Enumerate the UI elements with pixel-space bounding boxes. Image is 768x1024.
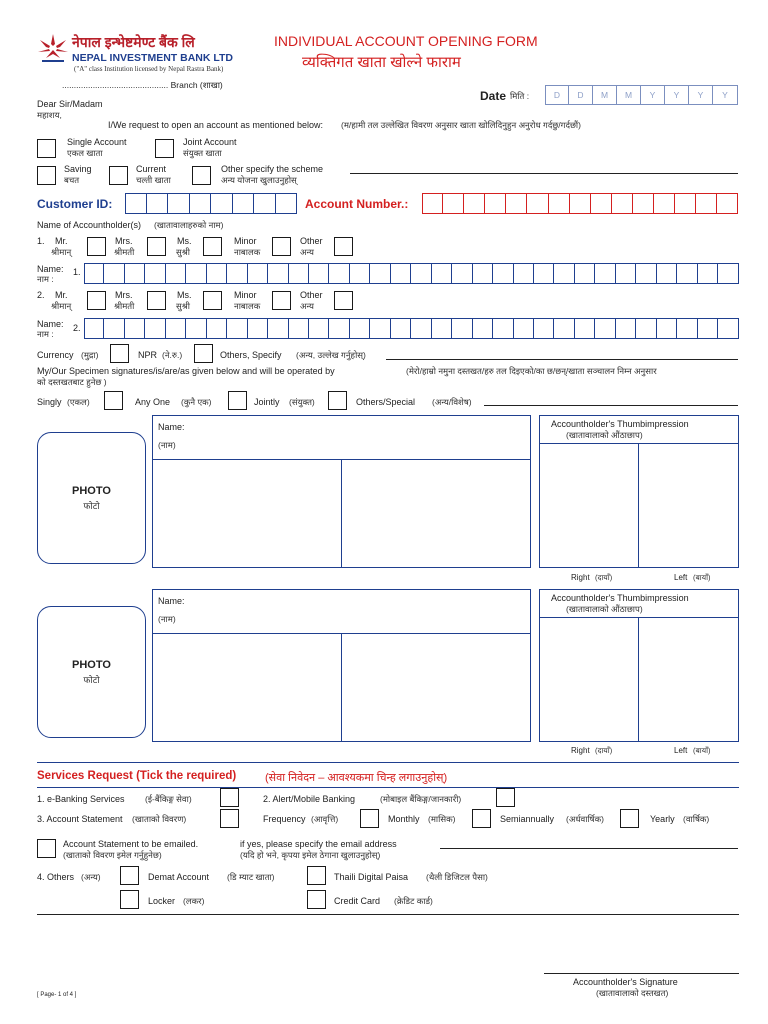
request-text: I/We request to open an account as mentioned below: [108, 120, 323, 130]
date-cell-y2: Y [665, 85, 689, 105]
holder1-mr-label-np: श्रीमान् [51, 247, 72, 257]
holder2-number: 2. [37, 290, 45, 300]
thumb-title-np-2: (खातावालाको औंठाछाप) [566, 604, 643, 614]
credit-card-checkbox[interactable] [307, 890, 326, 909]
date-cell-y1: Y [641, 85, 665, 105]
email-address-input[interactable] [440, 848, 738, 849]
current-checkbox[interactable] [109, 166, 128, 185]
alert-label-np: (मोबाइल बैंकिङ्ग/जानकारी) [380, 794, 462, 804]
monthly-checkbox[interactable] [472, 809, 491, 828]
holder1-mr-label: Mr. [55, 236, 68, 246]
signature-name-label-np-2: (नाम) [158, 614, 176, 624]
single-account-checkbox[interactable] [37, 139, 56, 158]
email-if-label-np: (यदि हो भने, कृपया इमेल ठेगाना खुलाउनुहोस्) [240, 850, 381, 860]
ebanking-checkbox[interactable] [220, 788, 239, 807]
holder1-number: 1. [37, 236, 45, 246]
holder2-other-label-np: अन्य [300, 301, 314, 311]
thumb-divider-v-1 [638, 443, 639, 568]
thumb-divider-h-2 [539, 617, 739, 618]
singly-checkbox[interactable] [104, 391, 123, 410]
thumb-right-label-np-2: (दायाँ) [595, 746, 613, 755]
saving-checkbox[interactable] [37, 166, 56, 185]
semiannually-label: Semiannually [500, 814, 555, 824]
other-scheme-label: Other specify the scheme [221, 164, 324, 174]
semiannually-label-np: (अर्धवार्षिक) [566, 814, 604, 824]
holder2-ms-label-np: सुश्री [176, 301, 190, 311]
single-account-label-np: एकल खाता [67, 148, 103, 158]
date-label: Date [480, 89, 507, 103]
holder2-mrs-label-np: श्रीमती [114, 301, 135, 311]
frequency-label-np: (आवृत्ति) [311, 814, 339, 824]
credit-card-label: Credit Card [334, 896, 381, 906]
holder1-mrs-label-np: श्रीमती [114, 247, 135, 257]
jointly-label: Jointly [254, 397, 280, 407]
frequency-label: Frequency [263, 814, 306, 824]
currency-others-label: Others, Specify [220, 350, 282, 360]
thumb-left-label-1: Left [674, 573, 688, 582]
joint-account-checkbox[interactable] [155, 139, 174, 158]
holder1-ms-label: Ms. [177, 236, 192, 246]
statement-label: 3. Account Statement [37, 814, 123, 824]
holder1-other-label-np: अन्य [300, 247, 314, 257]
singly-label: Singly [37, 397, 62, 407]
locker-checkbox[interactable] [120, 890, 139, 909]
thumb-divider-h-1 [539, 443, 739, 444]
services-title-np: (सेवा निवेदन – आवश्यकमा चिन्ह लगाउनुहोस्) [265, 772, 448, 784]
date-cell-m2: M [617, 85, 641, 105]
date-cell-y3: Y [689, 85, 713, 105]
signature-divider-v-1 [341, 459, 342, 568]
holder2-ms-label: Ms. [177, 290, 192, 300]
salutation-en: Dear Sir/Madam [37, 99, 103, 109]
holder2-other-checkbox[interactable] [334, 291, 353, 310]
currency-others-checkbox[interactable] [194, 344, 213, 363]
page-number: [ Page- 1 of 4 ] [37, 992, 77, 998]
thumb-divider-v-2 [638, 617, 639, 742]
email-if-label: if yes, please specify the email address [240, 839, 397, 849]
date-cell-y4: Y [713, 85, 738, 105]
single-account-label: Single Account [67, 137, 127, 147]
other-scheme-checkbox[interactable] [192, 166, 211, 185]
holder1-minor-label: Minor [234, 236, 257, 246]
email-statement-label-np: (खाताको विवरण इमेल गर्नुहुनेछ) [63, 850, 162, 860]
others-special-label-np: (अन्य/विशेष) [432, 397, 472, 407]
demat-checkbox[interactable] [120, 866, 139, 885]
holders-heading: Name of Accountholder(s) [37, 220, 142, 230]
currency-npr-label: NPR [138, 350, 158, 360]
thaili-label-np: (थैली डिजिटल पैसा) [426, 872, 488, 882]
salutation-np: महाशय, [37, 110, 62, 120]
holder2-mr-checkbox[interactable] [87, 291, 106, 310]
thaili-label: Thaili Digital Paisa [334, 872, 409, 882]
date-cell-d2: D [569, 85, 593, 105]
holder1-name-index: 1. [73, 267, 81, 277]
holder1-ms-checkbox[interactable] [203, 237, 222, 256]
signature-name-label-1: Name: [158, 422, 185, 432]
date-cell-d1: D [545, 85, 569, 105]
holder1-ms-label-np: सुश्री [176, 247, 190, 257]
thumb-right-label-1: Right [571, 573, 590, 582]
statement-label-np: (खाताको विवरण) [132, 814, 187, 824]
thumb-left-label-np-2: (बायाँ) [693, 746, 711, 755]
any-one-label: Any One [135, 397, 171, 407]
holder1-minor-checkbox[interactable] [272, 237, 291, 256]
thumb-right-label-2: Right [571, 746, 590, 755]
account-number-label: Account Number.: [305, 197, 409, 211]
holder2-name-input[interactable] [84, 318, 739, 339]
thumb-right-label-np-1: (दायाँ) [595, 573, 613, 582]
semiannually-checkbox[interactable] [620, 809, 639, 828]
form-title-en: INDIVIDUAL ACCOUNT OPENING FORM [274, 33, 538, 49]
services-bottom-rule [37, 787, 739, 788]
others-special-label: Others/Special [356, 397, 416, 407]
bank-name-en: NEPAL INVESTMENT BANK LTD [72, 52, 234, 64]
jointly-label-np: (संयुक्त) [289, 397, 315, 407]
thumb-title-2: Accountholder's Thumbimpression [551, 593, 689, 603]
signature-line[interactable] [544, 973, 739, 974]
other-scheme-input[interactable] [350, 173, 738, 174]
ebanking-label: 1. e-Banking Services [37, 794, 125, 804]
holder2-mr-label: Mr. [55, 290, 68, 300]
holder1-name-label: Name: [37, 264, 64, 274]
yearly-label-np: (वार्षिक) [683, 814, 710, 824]
services-end-rule [37, 914, 739, 915]
operation-text: My/Our Specimen signatures/is/are/as given below and will be operated by [37, 366, 335, 376]
any-one-label-np: (कुनै एक) [181, 397, 212, 407]
holders-heading-np: (खातावालाहरुको नाम) [154, 220, 224, 230]
photo-box-2[interactable] [37, 606, 146, 738]
signature-name-label-np-1: (नाम) [158, 440, 176, 450]
photo-label-1: PHOTO [72, 484, 111, 497]
alert-checkbox[interactable] [496, 788, 515, 807]
form-title-np: व्यक्तिगत खाता खोल्ने फाराम [302, 54, 461, 71]
bank-logo [36, 32, 70, 64]
currency-npr-label-np: (ने.रु.) [162, 350, 183, 360]
thumb-title-np-1: (खातावालाको औंठाछाप) [566, 430, 643, 440]
joint-account-label-np: संयुक्त खाता [183, 148, 222, 158]
date-cell-m1: M [593, 85, 617, 105]
joint-account-label: Joint Account [183, 137, 237, 147]
frequency-checkbox[interactable] [360, 809, 379, 828]
date-input[interactable] [545, 85, 738, 105]
current-label: Current [136, 164, 167, 174]
email-statement-label: Account Statement to be emailed. [63, 839, 199, 849]
photo-label-np-2: फोटो [83, 674, 100, 685]
others-label-np: (अन्य) [81, 872, 101, 882]
branch-field[interactable]: ............................................. Branch (शाखा) [62, 80, 223, 90]
date-label-np: मिति : [510, 91, 530, 101]
services-title: Services Request (Tick the required) [37, 770, 237, 782]
holder1-other-checkbox[interactable] [334, 237, 353, 256]
currency-others-input[interactable] [386, 359, 738, 360]
jointly-checkbox[interactable] [328, 391, 347, 410]
holder2-name-label-np: नाम : [37, 329, 54, 339]
photo-label-np-1: फोटो [83, 500, 100, 511]
currency-others-label-np: (अन्य, उल्लेख गर्नुहोस्) [296, 350, 366, 360]
signature-divider-v-2 [341, 633, 342, 742]
currency-label-np: (मुद्रा) [81, 350, 99, 360]
customer-id-label: Customer ID: [37, 197, 113, 211]
photo-label-2: PHOTO [72, 658, 111, 671]
signature-name-label-2: Name: [158, 596, 185, 606]
license-note: ("A" class Institution licensed by Nepal Rastra Bank) [74, 65, 224, 73]
others-special-input[interactable] [484, 405, 738, 406]
photo-box-1[interactable] [37, 432, 146, 564]
signature-label-np: (खातावालाको दस्तखत) [596, 988, 669, 998]
holder2-name-index: 2. [73, 323, 81, 333]
demat-label-np: (डि म्याट खाता) [227, 872, 275, 882]
holder1-mrs-checkbox[interactable] [147, 237, 166, 256]
monthly-label: Monthly [388, 814, 420, 824]
holder1-mrs-label: Mrs. [115, 236, 133, 246]
locker-label: Locker [148, 896, 176, 906]
credit-card-label-np: (क्रेडिट कार्ड) [394, 896, 433, 906]
request-text-np: (म/हामी तल उल्लेखित विवरण अनुसार खाता खोलिदिनुहुन अनुरोध गर्दछु/गर्दछौं) [341, 120, 581, 130]
customer-id-input[interactable] [125, 193, 297, 214]
thumb-left-label-np-1: (बायाँ) [693, 573, 711, 582]
monthly-label-np: (मासिक) [428, 814, 456, 824]
yearly-label: Yearly [650, 814, 675, 824]
holder2-minor-label-np: नाबालक [234, 301, 261, 311]
other-scheme-label-np: अन्य योजना खुलाउनुहोस् [221, 175, 297, 185]
alert-label: 2. Alert/Mobile Banking [263, 794, 356, 804]
bank-name-np: नेपाल इन्भेष्टमेण्ट बैंक लि [72, 34, 195, 50]
thaili-checkbox[interactable] [307, 866, 326, 885]
signature-label: Accountholder's Signature [573, 977, 678, 987]
thumb-title-1: Accountholder's Thumbimpression [551, 419, 689, 429]
holder2-minor-label: Minor [234, 290, 257, 300]
singly-label-np: (एकल) [67, 397, 90, 407]
holder1-name-label-np: नाम : [37, 274, 54, 284]
locker-label-np: (लकर) [183, 896, 205, 906]
holder1-mr-checkbox[interactable] [87, 237, 106, 256]
currency-npr-checkbox[interactable] [110, 344, 129, 363]
demat-label: Demat Account [148, 872, 210, 882]
currency-label: Currency [37, 350, 74, 360]
thumb-left-label-2: Left [674, 746, 688, 755]
operation-text-np-2: को दस्तखतबाट हुनेछ ) [37, 377, 107, 387]
services-top-rule [37, 762, 739, 763]
operation-text-np: (मेरो/हाम्रो नमुना दस्तखत/हरु तल दिइएको/का छ/छन्/खाता सञ्चालन निम्न अनुसार [406, 366, 657, 376]
email-statement-checkbox[interactable] [37, 839, 56, 858]
holder2-name-label: Name: [37, 319, 64, 329]
holder2-minor-checkbox[interactable] [272, 291, 291, 310]
holder1-name-input[interactable] [84, 263, 739, 284]
ebanking-label-np: (ई-बैंकिङ्ग सेवा) [145, 794, 192, 804]
any-one-checkbox[interactable] [228, 391, 247, 410]
holder1-minor-label-np: नाबालक [234, 247, 261, 257]
holder2-mr-label-np: श्रीमान् [51, 301, 72, 311]
holder1-other-label: Other [300, 236, 323, 246]
saving-label-np: बचत [64, 175, 80, 185]
statement-checkbox[interactable] [220, 809, 239, 828]
current-label-np: चल्ती खाता [136, 175, 171, 185]
others-label: 4. Others [37, 872, 75, 882]
holder2-ms-checkbox[interactable] [203, 291, 222, 310]
account-number-input[interactable] [422, 193, 739, 214]
holder2-mrs-label: Mrs. [115, 290, 133, 300]
holder2-other-label: Other [300, 290, 323, 300]
saving-label: Saving [64, 164, 92, 174]
holder2-mrs-checkbox[interactable] [147, 291, 166, 310]
